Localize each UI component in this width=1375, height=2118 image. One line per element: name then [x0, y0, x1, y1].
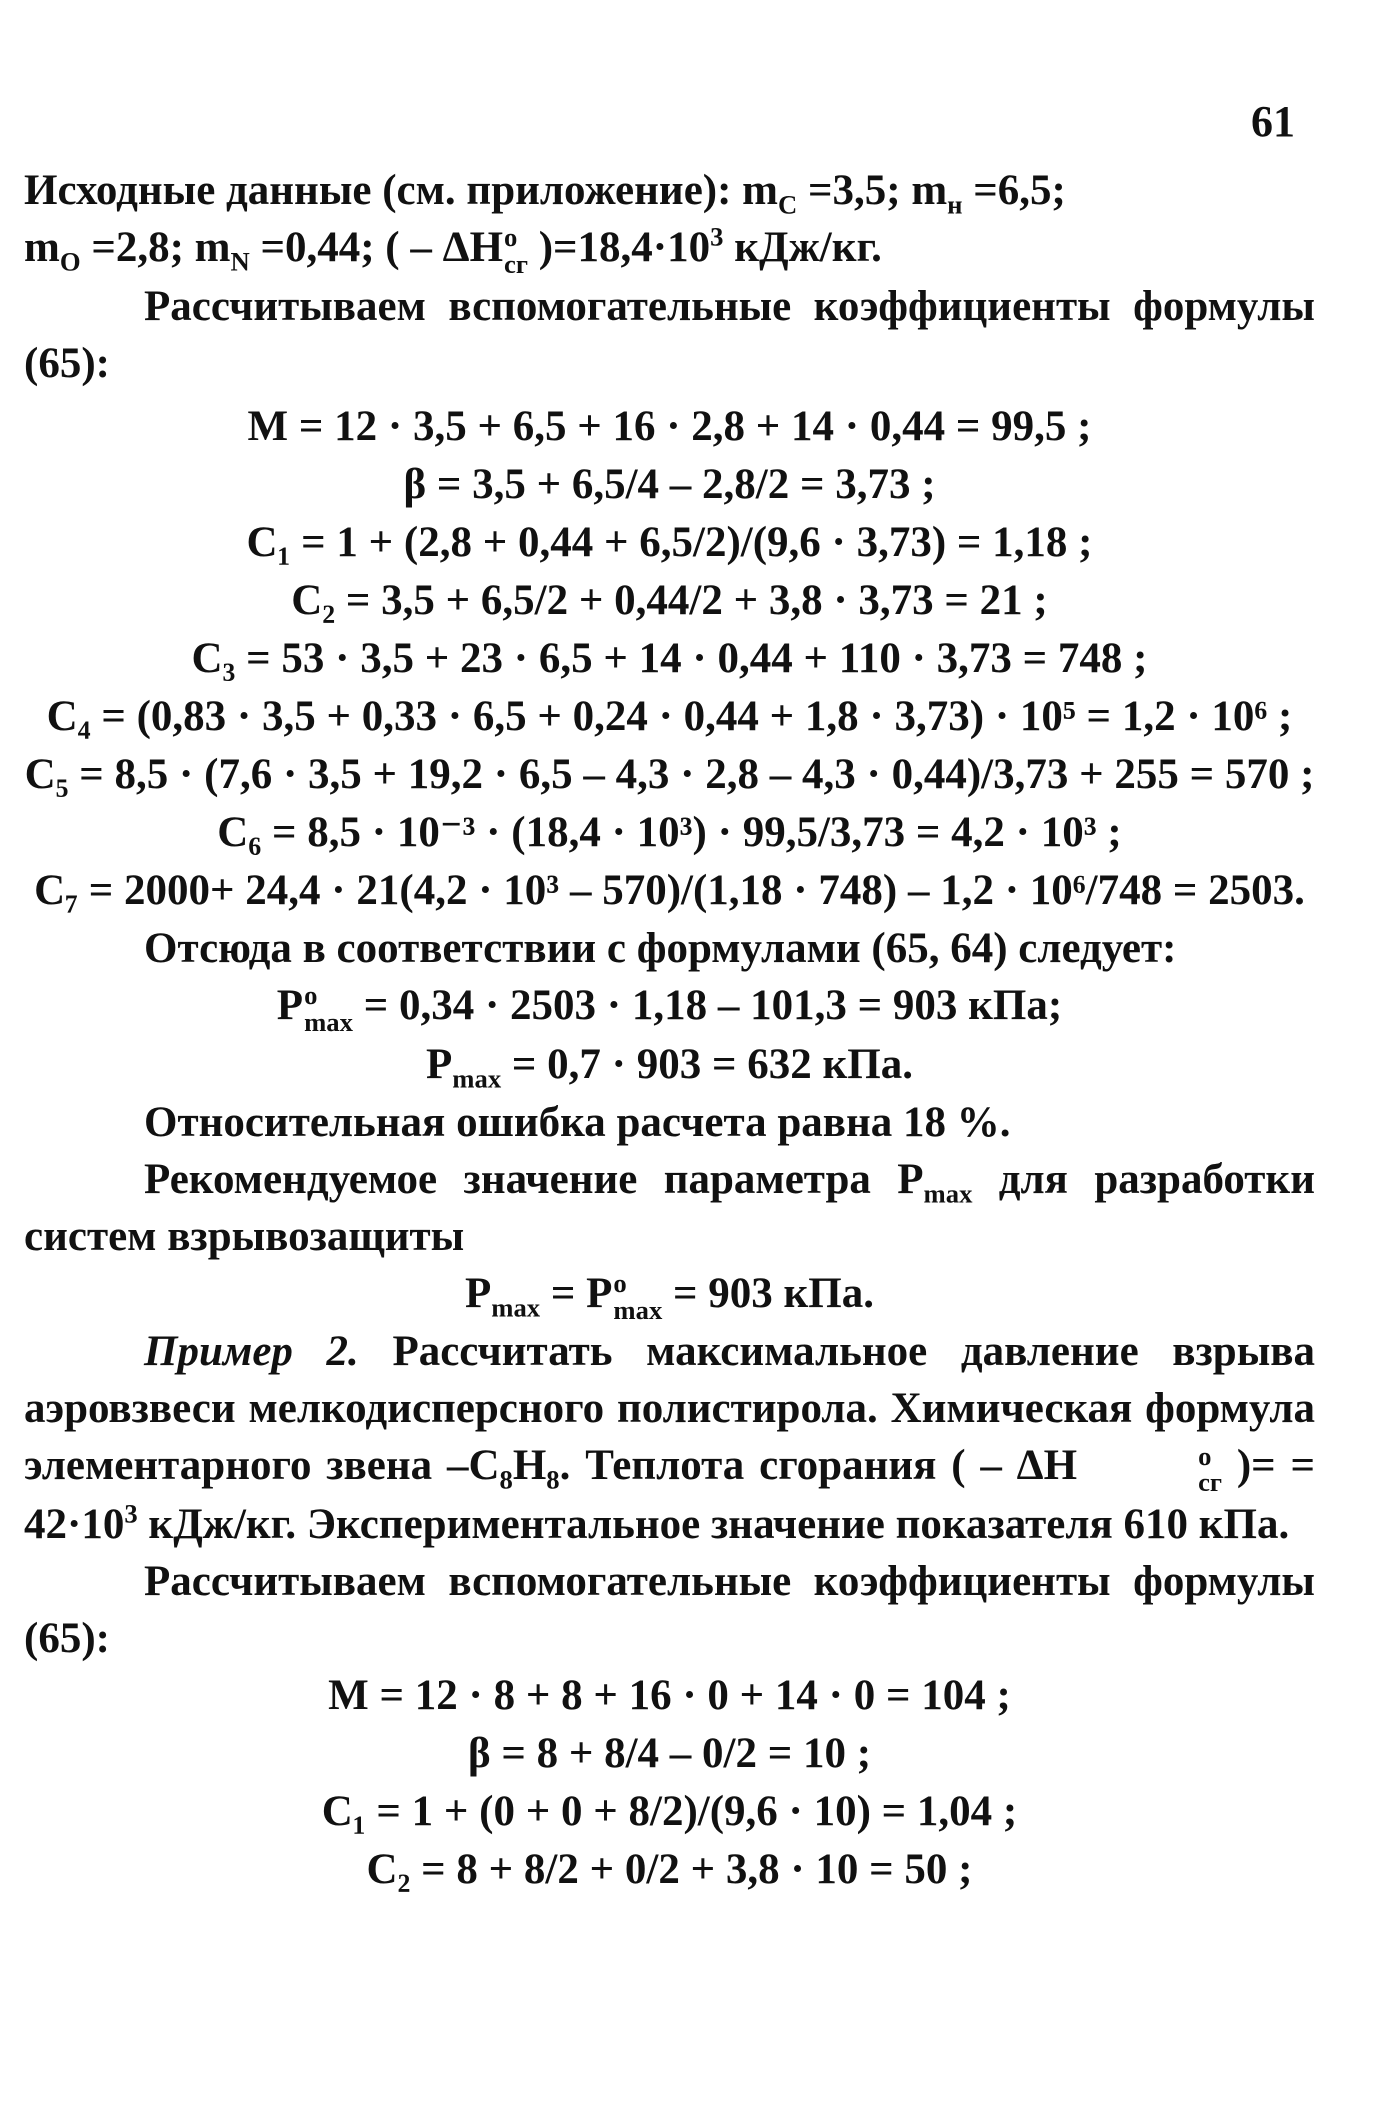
equation-c5: C₅ = 8,5 · (7,6 · 3,5 + 19,2 · 6,5 – 4,3 · 2,8 – 4,3 · 0,44)/3,73 + 255 = 570 ;	[24, 750, 1315, 798]
equation-c6: C₆ = 8,5 · 10⁻³ · (18,4 · 10³) · 99,5/3,73 = 4,2 · 10³ ;	[217, 808, 1122, 856]
equation-pmax0: P o max = 0,34 · 2503 · 1,18 – 101,3 = 903 кПа;	[276, 980, 1063, 1037]
equation-beta-1: β = 3,5 + 6,5/4 – 2,8/2 = 3,73 ;	[403, 460, 936, 508]
equation-c1-1: C₁ = 1 + (2,8 + 0,44 + 6,5/2)/(9,6 · 3,73) = 1,18 ;	[246, 518, 1093, 566]
equation-m-1: M = 12 · 3,5 + 6,5 + 16 · 2,8 + 14 · 0,44 = 99,5 ;	[247, 402, 1092, 450]
equation-m-2: M = 12 · 8 + 8 + 16 · 0 + 14 · 0 = 104 ;	[328, 1672, 1011, 1720]
equation-c7: C₇ = 2000+ 24,4 · 21(4,2 · 10³ – 570)/(1,18 · 748) – 1,2 · 10⁶/748 = 2503.	[34, 866, 1305, 914]
calc-intro-paragraph-1: Рассчитываем вспомогательные коэффициенты формулы (65):	[24, 282, 1315, 387]
equation-beta-2: β = 8 + 8/4 – 0/2 = 10 ;	[467, 1730, 872, 1778]
equation-final-pmax: $P_{max} = P$ o max = 903 кПа.	[464, 1268, 875, 1325]
equation-c3: C₃ = 53 · 3,5 + 23 · 6,5 + 14 · 0,44 + 110 · 3,73 = 748 ;	[191, 634, 1148, 682]
example-2-paragraph: Пример 2. Рассчитать максимальное давление взрыва аэровзвеси мелкодисперсного полистирола. Химическая формула элементарного звена $-C_8H_8$. Теплота сгорания ( – ΔH o сг )= = $42\cdot 10^3$ кДж/кг. Экспериментальное значение показателя 610 кПа.	[24, 1328, 1316, 1549]
consequence-paragraph: Отсюда в соответствии с формулами (65, 64) следует:	[144, 924, 1177, 972]
page-number: 61	[1251, 97, 1295, 146]
equation-c4: C₄ = (0,83 · 3,5 + 0,33 · 6,5 + 0,24 · 0,44 + 1,8 · 3,73) · 10⁵ = 1,2 · 10⁶ ;	[46, 692, 1293, 740]
relative-error-paragraph: Относительная ошибка расчета равна 18 %.	[144, 1098, 1011, 1146]
recommendation-paragraph: Рекомендуемое значение параметра $P_{max}$ для разработки систем взрывозащиты	[24, 1155, 1315, 1260]
initial-data-paragraph: Исходные данные (см. приложение): $m_C =3,5$; $m_н =6,5$; $m_O =2,8$; $m_N =0,44$; ( – ΔH o сг )$=18,4\cdot 10^3$ кДж/кг.	[24, 167, 1066, 280]
equation-pmax: $P_{max} = 0,7 \cdot 903 = 632$ кПа.	[426, 1040, 913, 1094]
example-label: Пример 2.	[144, 1328, 359, 1376]
equation-c1-2: C₁ = 1 + (0 + 0 + 8/2)/(9,6 · 10) = 1,04 ;	[321, 1788, 1018, 1836]
equation-c2-1: C₂ = 3,5 + 6,5/2 + 0,44/2 + 3,8 · 3,73 = 21 ;	[291, 576, 1048, 624]
equation-c2-2: C₂ = 8 + 8/2 + 0/2 + 3,8 · 10 = 50 ;	[366, 1846, 973, 1894]
calc-intro-paragraph-2: Рассчитываем вспомогательные коэффициенты формулы (65):	[24, 1558, 1315, 1663]
